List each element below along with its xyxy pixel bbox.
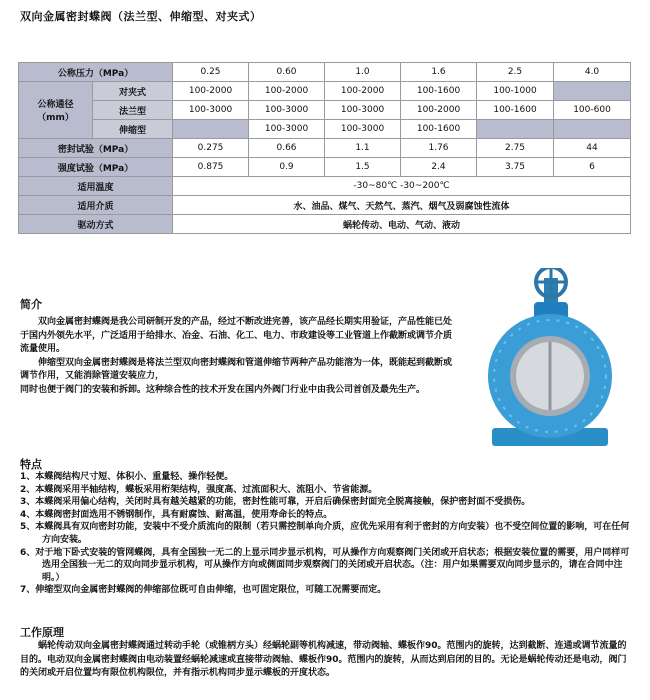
wafer-cell: 100-1000 (477, 82, 554, 101)
telescopic-cell: 100-3000 (325, 120, 401, 139)
drive-label: 驱动方式 (19, 215, 173, 234)
seal-test-cell: 1.76 (401, 139, 477, 158)
flange-cell: 100-3000 (173, 101, 249, 120)
seal-test-label: 密封试验（MPa） (19, 139, 173, 158)
strength-test-label: 强度试验（MPa） (19, 158, 173, 177)
pressure-cell: 2.5 (477, 63, 554, 82)
nominal-diameter-label: 公称通径 （mm） (19, 82, 93, 139)
seal-test-cell: 0.275 (173, 139, 249, 158)
pressure-label: 公称压力（MPa） (19, 63, 173, 82)
strength-test-cell: 6 (554, 158, 631, 177)
telescopic-cell: 100-1600 (401, 120, 477, 139)
principle-text (20, 640, 632, 681)
seal-test-cell: 1.1 (325, 139, 401, 158)
temperature-value: -30~80℃ -30~200℃ (173, 177, 631, 196)
pressure-cell: 1.0 (325, 63, 401, 82)
telescopic-label: 伸缩型 (93, 120, 173, 139)
strength-test-cell: 0.875 (173, 158, 249, 177)
features-list (20, 471, 632, 597)
wafer-row (19, 82, 631, 101)
pressure-row (19, 63, 631, 82)
telescopic-row (19, 120, 631, 139)
intro-paragraph: 双向金属密封蝶阀是我公司研制开发的产品，经过不断改进完善，该产品经长期实用验证，产品性能已处于国内外领先水平，广泛适用于给排水、冶金、石油、化工、电力、市政建设等工业管道上作截断或调节介质流量使用。 (20, 317, 453, 355)
flange-cell: 100-3000 (325, 101, 401, 120)
list-item: 1、本蝶阀结构尺寸短、体积小、重量轻、操作轻便。 (20, 472, 234, 482)
page-title: 双向金属密封蝶阀（法兰型、伸缩型、对夹式） (20, 10, 262, 23)
seal-test-cell: 0.66 (249, 139, 325, 158)
list-item: 5、本蝶阀具有双向密封功能，安装中不受介质流向的限制（若只需控制单向介质，应优先采用有利于密封的方向安装）也不受空间位置的影响，可在任何方向安装。 (20, 522, 630, 545)
wafer-cell: 100-2000 (173, 82, 249, 101)
list-item: 4、本蝶阀密封面选用不锈钢制作，具有耐腐蚀、耐高温，使用寿命长的特点。 (20, 509, 333, 520)
flange-label: 法兰型 (93, 101, 173, 120)
intro-paragraph: 同时也便于阀门的安装和拆卸。这种综合性的技术开发在国内外阀门行业中由我公司首创及最先生产。 (20, 384, 426, 395)
flange-cell: 100-3000 (249, 101, 325, 120)
flange-cell: 100-600 (554, 101, 631, 120)
strength-test-cell: 2.4 (401, 158, 477, 177)
strength-test-cell: 1.5 (325, 158, 401, 177)
telescopic-cell: 100-3000 (249, 120, 325, 139)
seal-test-row (19, 139, 631, 158)
wafer-cell: 100-2000 (325, 82, 401, 101)
intro-heading: 简介 (20, 298, 42, 311)
strength-test-cell: 0.9 (249, 158, 325, 177)
intro-paragraph: 伸缩型双向金属密封蝶阀是将法兰型双向密封蝶阀和管道伸缩节两种产品功能溶为一体，既能起到截断或调节作用，又能消除管道安装应力， (20, 357, 453, 382)
wafer-cell: 100-1600 (401, 82, 477, 101)
flange-row (19, 101, 631, 120)
pressure-cell: 1.6 (401, 63, 477, 82)
media-value: 水、油品、煤气、天然气、蒸汽、烟气及弱腐蚀性流体 (173, 196, 631, 215)
seal-test-cell: 2.75 (477, 139, 554, 158)
wafer-empty-cell (554, 82, 631, 101)
drive-row (19, 215, 631, 234)
strength-test-row (19, 158, 631, 177)
principle-heading: 工作原理 (20, 626, 64, 639)
list-item: 6、对于地下卧式安装的管网蝶阀，具有全国独一无二的上显示同步显示机构，可从操作方向观察阀门关闭或开启状态；根据安装位置的需要，用户同样可选用全国独一无二的双向同步显示机构，可从操作方向或侧面同步观察阀门的关闭或开启状态。（注：用户如果需要双向同步显示的，请在合同中注明。） (20, 547, 630, 583)
pressure-cell: 0.25 (173, 63, 249, 82)
intro-text (20, 316, 460, 398)
spec-table (18, 62, 631, 234)
telescopic-empty-cell (554, 120, 631, 139)
pressure-cell: 0.60 (249, 63, 325, 82)
strength-test-cell: 3.75 (477, 158, 554, 177)
temperature-label: 适用温度 (19, 177, 173, 196)
seal-test-cell: 44 (554, 139, 631, 158)
media-label: 适用介质 (19, 196, 173, 215)
list-item: 7、伸缩型双向金属密封蝶阀的伸缩部位既可自由伸缩，也可固定限位，可随工况需要而定。 (20, 585, 387, 596)
list-item: 2、本蝶阀采用半轴结构，蝶板采用桁架结构，强度高、过流面积大、流阻小、节省能源。 (20, 484, 378, 495)
temperature-row (19, 177, 631, 196)
wafer-label: 对夹式 (93, 82, 173, 101)
pressure-cell: 4.0 (554, 63, 631, 82)
media-row (19, 196, 631, 215)
telescopic-empty-cell (173, 120, 249, 139)
wafer-cell: 100-2000 (249, 82, 325, 101)
butterfly-valve-image (478, 268, 623, 453)
telescopic-empty-cell (477, 120, 554, 139)
principle-paragraph: 蜗轮传动双向金属密封蝶阀通过转动手轮（或锥柄方头）经蜗轮副等机构减速，带动阀轴、蝶板作90。范围内的旋转，达到截断、连通或调节流量的目的。电动双向金属密封蝶阀由电动装置经蜗轮减速或直接带动阀轴、蝶板作90。范围内的旋转，从而达到启闭的目的。无论是蜗轮传动还是电动，阀门的关闭或开启位置均有限位机构限位，并有指示机构同步显示蝶板的开度状态。 (20, 641, 627, 679)
drive-value: 蜗轮传动、电动、气动、液动 (173, 215, 631, 234)
flange-cell: 100-2000 (401, 101, 477, 120)
flange-cell: 100-1600 (477, 101, 554, 120)
list-item: 3、本蝶阀采用偏心结构，关闭时具有越关越紧的功能，密封性能可靠，开启后确保密封面完全脱离接触，保护密封面不受损伤。 (20, 497, 531, 508)
features-heading: 特点 (20, 458, 42, 471)
